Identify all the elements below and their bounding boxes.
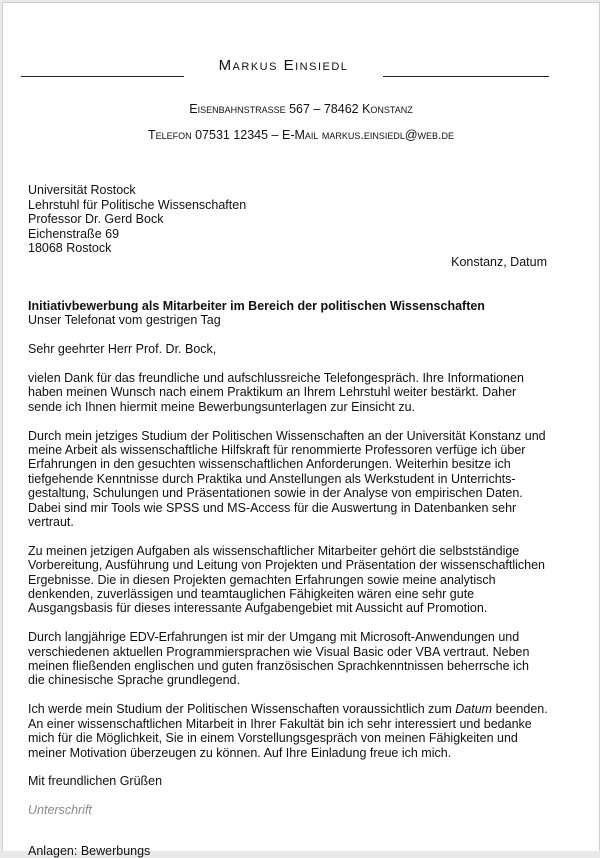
recipient-line: Eichenstraße 69 (28, 226, 120, 241)
closing: Mit freundlichen Grüßen (28, 774, 163, 789)
body-paragraph: Zu meinen jetzigen Aufgaben als wissenschaftlicher Mitarbeiter gehört die selbstständige Vorbereitung, Ausführung und Leitung von Projekten und Präsentation der wissenschaftlichen Ergebnisse. Die in diesen Projekten gemachten Erfahrungen sowie meine analytisch denkenden, zuverlässigen und teamtauglichen Fähigkeiten wären eine sehr gute Ausgangsbasis für dieses interessante Aufgabengebiet mit Aussicht auf Promotion. (28, 543, 546, 616)
closing-paragraph (28, 702, 548, 760)
reference-line: Unser Telefonat vom gestrigen Tag (28, 313, 221, 328)
closing-text-start: Ich werde mein Studium der Politischen Wissenschaften voraussichtlich zum (28, 702, 456, 717)
closing-text-end: beenden. An einer wissenschaftlichen Mitarbeit in Ihrer Fakultät bin ich sehr interessiert und bedanke mich für die Möglichkeit, Sie in einem Vorstellungsgespräch von meinen Fähigkeiten und meiner Motivation überzeugen zu können. Auf Ihre Einladung freue ich mich. (28, 702, 548, 760)
recipient-line: Professor Dr. Gerd Bock (28, 212, 164, 226)
body-paragraph: Durch mein jetziges Studium der Politischen Wissenschaften an der Universität Konstanz und meine Arbeit als wissenschaftliche Hilfskraft für renommierte Professoren verfüge ich über Erfahrungen in den gesuchten wissenschaftlichen Anforderungen. Weiterhin besitze ich tiefgehende Kenntnisse durch Praktika und Anstellungen als Werkstudent in Unterrichts-gestaltung, Schulungen und Präsentationen sowie in der Analyse von empirischen Daten. Dabei sind mir Tools wie SPSS und MS-Access für die Auswertung in Datenbanken sehr vertraut. (28, 428, 546, 530)
signature-placeholder: Unterschrift (28, 803, 92, 818)
recipient-line: Universität Rostock (28, 183, 136, 197)
place-date: Konstanz, Datum (451, 255, 547, 269)
recipient-line: 18068 Rostock (28, 241, 112, 255)
recipient-line: Lehrstuhl für Politische Wissenschaften (28, 197, 247, 212)
subject-line: Initiativbewerbung als Mitarbeiter im Bereich der politischen Wissenschaften (28, 299, 485, 313)
recipient-block (28, 183, 246, 256)
body-paragraph: vielen Dank für das freundliche und aufschlussreiche Telefongespräch. Ihre Informationen haben meinen Wunsch nach einem Praktikum an Ihrem Lehrstuhl weiter bestärkt. Daher sende ich Ihnen hiermit meine Bewerbungsunterlagen zur Einsicht zu. (28, 371, 524, 414)
header-rule-right (383, 76, 549, 77)
body-paragraph: Durch langjährige EDV-Erfahrungen ist mir der Umgang mit Microsoft-Anwendungen und verschiedenen aktuellen Programmiersprachen wie Visual Basic oder VBA vertraut. Neben meinen fließenden englischen und guten französischen Sprachkenntnissen beherrsche ich die chinesische Sprache grundlegend. (28, 630, 530, 688)
header-rule-left (21, 76, 184, 77)
letter-page (2, 2, 600, 858)
enclosures-line: Anlagen: Bewerbungs (28, 844, 151, 858)
sender-contact: Telefon 07531 12345 – E-Mail markus.einsiedl@web.de (147, 128, 455, 142)
date-placeholder: Datum (455, 702, 493, 717)
sender-name: Markus Einsiedl (218, 57, 349, 74)
letter-body (28, 299, 548, 832)
salutation: Sehr geehrter Herr Prof. Dr. Bock, (28, 342, 217, 357)
sender-address: Eisenbahnstrasse 567 – 78462 Konstanz (189, 102, 413, 116)
